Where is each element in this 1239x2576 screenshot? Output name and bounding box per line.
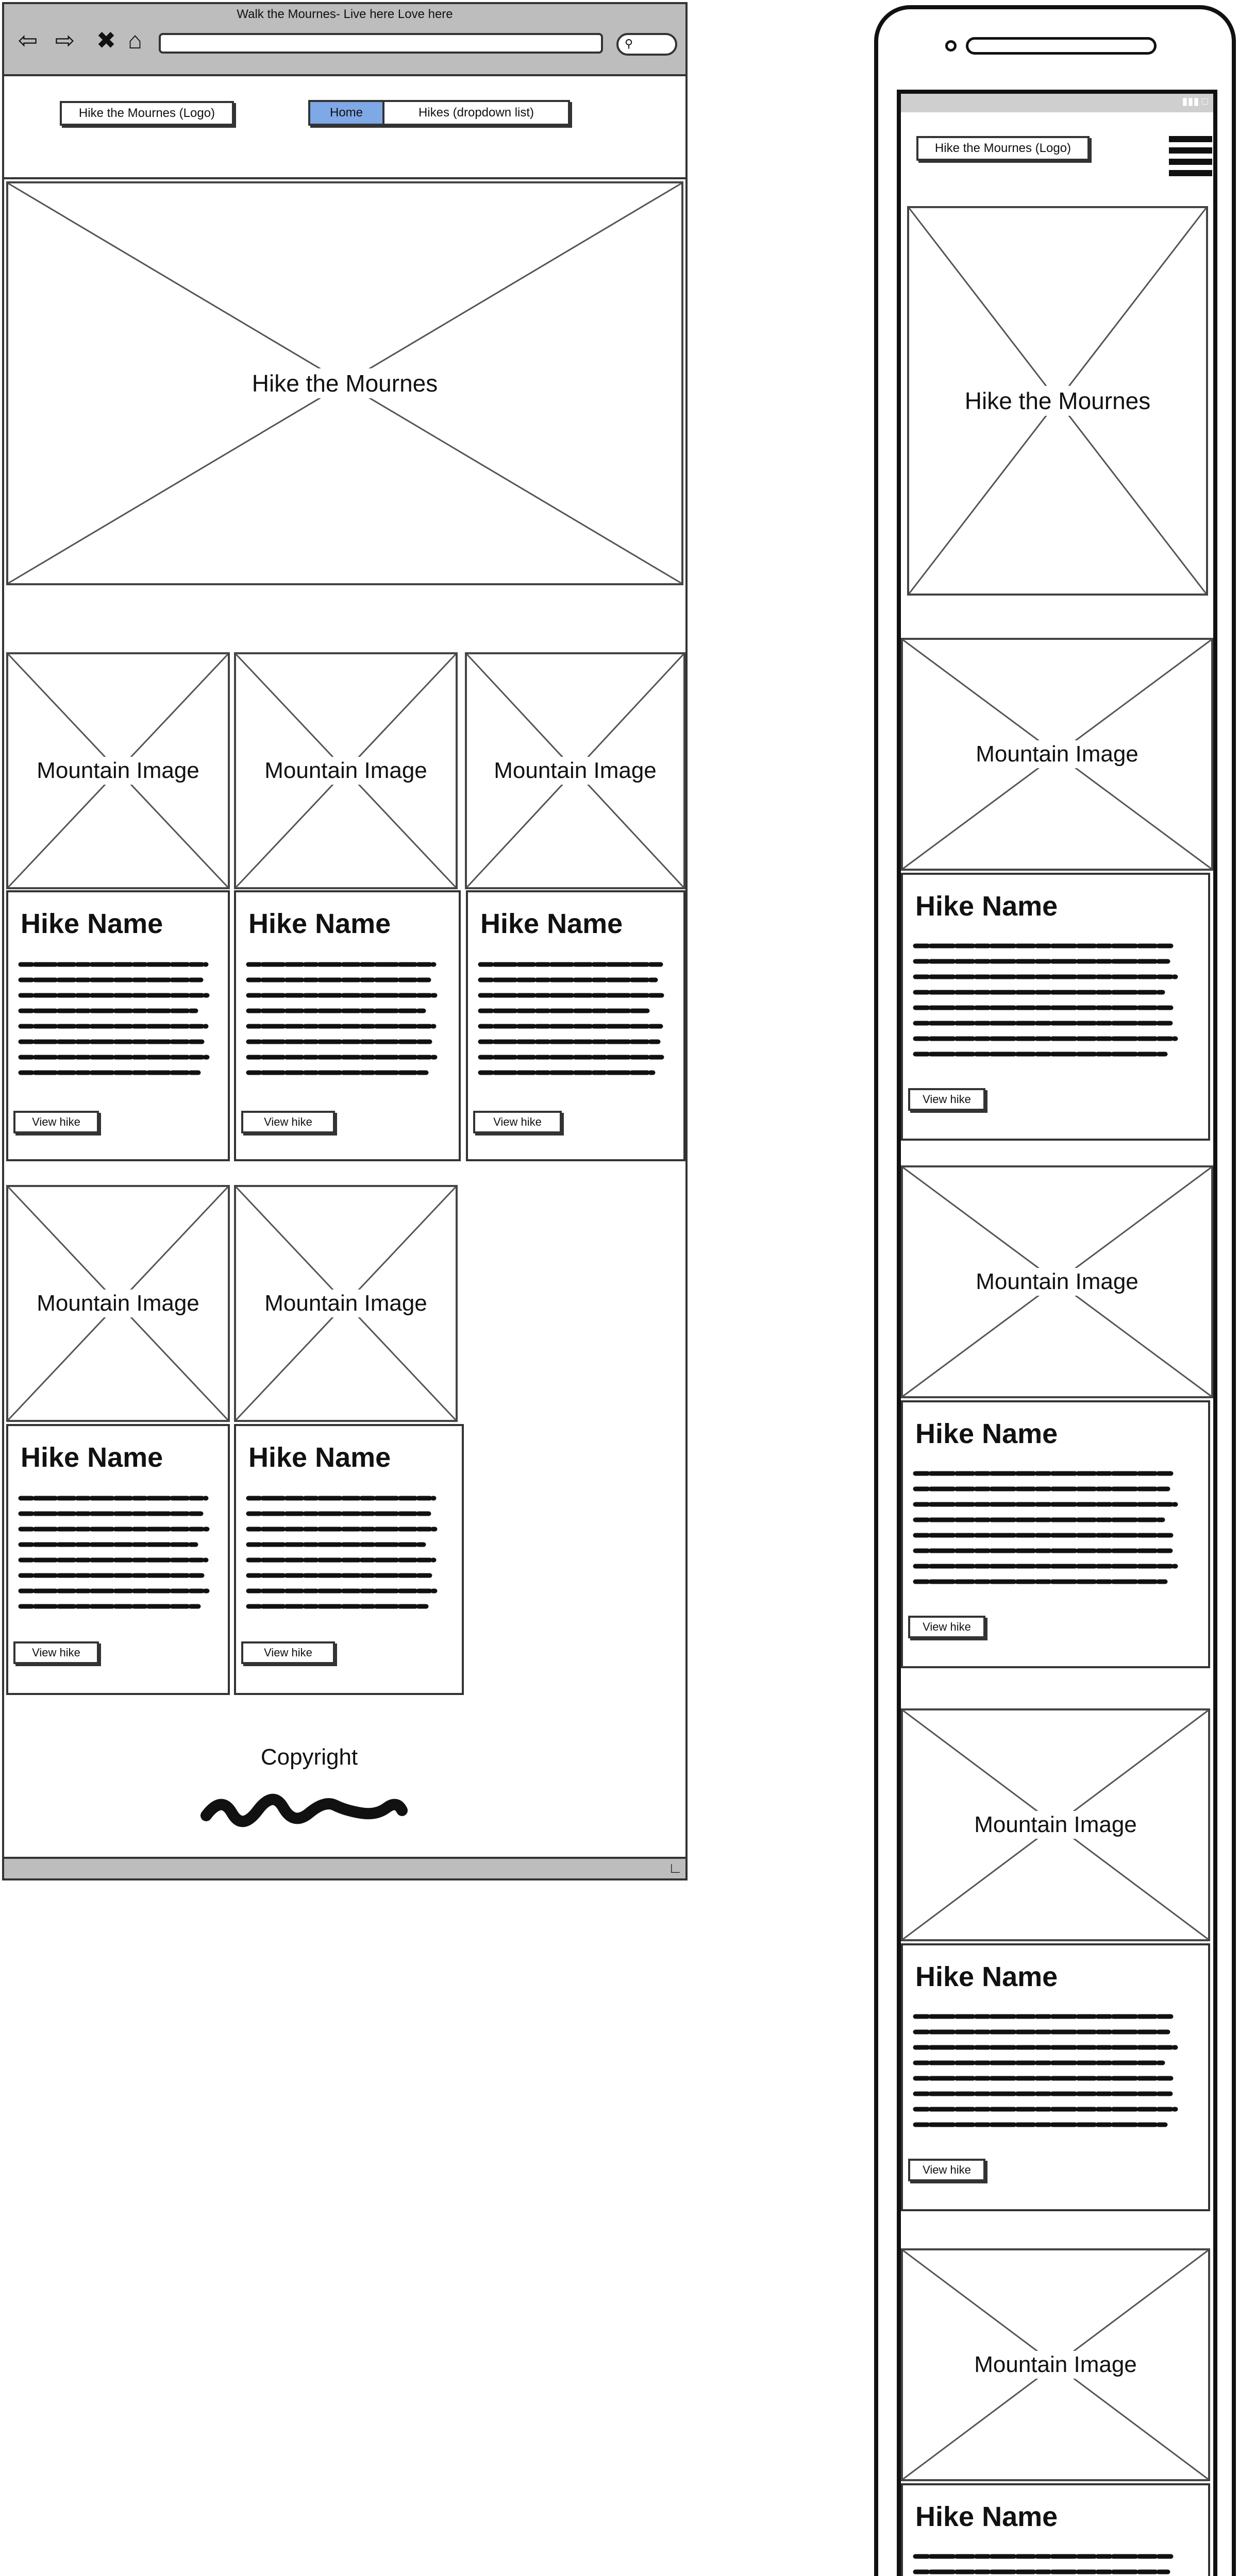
nav-tab-hikes-dropdown[interactable]: Hikes (dropdown list): [418, 106, 534, 120]
hike-card: [234, 890, 461, 1161]
lorem-text-scribble: [248, 1493, 444, 1627]
mountain-image-label: Mountain Image: [969, 1811, 1142, 1839]
browser-status-bar: [4, 1857, 685, 1878]
logo-button[interactable]: Hike the Mournes (Logo): [60, 101, 234, 126]
hero-title: Hike the Mournes: [960, 386, 1156, 416]
mountain-image: [234, 1185, 458, 1422]
hike-name: Hike Name: [248, 1442, 391, 1473]
view-hike-button[interactable]: View hike: [241, 1111, 335, 1133]
view-hike-button[interactable]: View hike: [908, 1088, 985, 1111]
mountain-image: [234, 652, 458, 889]
search-icon: ⚲: [625, 37, 633, 50]
lorem-text-scribble: [21, 1493, 216, 1627]
hike-card: [901, 2483, 1210, 2576]
view-hike-button[interactable]: View hike: [13, 1111, 99, 1133]
lorem-text-scribble: [21, 959, 216, 1093]
lorem-text-scribble: [915, 2551, 1188, 2576]
view-hike-button[interactable]: View hike: [908, 1616, 985, 1638]
hike-card: [901, 873, 1210, 1141]
mobile-phone-frame: [874, 5, 1236, 2576]
mountain-image-label: Mountain Image: [970, 740, 1144, 768]
mountain-image-label: Mountain Image: [259, 1290, 432, 1317]
mountain-image: [6, 1185, 230, 1422]
desktop-browser-window: [2, 2, 688, 1880]
footer-copyright: Copyright: [260, 1744, 358, 1770]
mountain-image: [465, 652, 685, 889]
view-hike-button[interactable]: View hike: [241, 1641, 335, 1664]
header-divider: [4, 177, 685, 179]
hike-card: [6, 890, 230, 1161]
hamburger-menu-icon[interactable]: [1169, 136, 1212, 177]
forward-arrow-icon[interactable]: ⇨: [55, 27, 75, 54]
hike-card: [234, 1424, 464, 1695]
browser-chrome: [4, 4, 685, 76]
hike-name: Hike Name: [480, 908, 623, 939]
url-bar[interactable]: [159, 33, 603, 54]
window-title: Walk the Mournes- Live here Love here: [237, 7, 453, 21]
signal-battery-icon: ▮▮▮ □: [1182, 96, 1208, 107]
view-hike-button[interactable]: View hike: [908, 2159, 985, 2181]
hike-name: Hike Name: [21, 908, 163, 939]
lorem-text-scribble: [915, 1468, 1188, 1602]
mountain-image-label: Mountain Image: [970, 1268, 1144, 1296]
hike-card: [901, 1400, 1210, 1668]
view-hike-button[interactable]: View hike: [13, 1641, 99, 1664]
hike-name: Hike Name: [915, 1961, 1058, 1992]
close-icon[interactable]: ✖: [96, 27, 116, 54]
mobile-screen: [897, 90, 1217, 2576]
lorem-text-scribble: [915, 941, 1188, 1075]
back-arrow-icon[interactable]: ⇦: [18, 27, 38, 54]
mountain-image-label: Mountain Image: [31, 757, 205, 785]
hike-name: Hike Name: [248, 908, 391, 939]
phone-speaker: [966, 37, 1157, 55]
nav-tab-home[interactable]: Home: [310, 102, 384, 124]
lorem-text-scribble: [480, 959, 671, 1093]
mountain-image: [6, 652, 230, 889]
view-hike-button[interactable]: View hike: [473, 1111, 562, 1133]
resize-grip-icon[interactable]: ∟: [668, 1860, 682, 1876]
hero-image: [907, 206, 1208, 596]
home-icon[interactable]: ⌂: [128, 27, 142, 54]
mountain-image-label: Mountain Image: [31, 1290, 205, 1317]
mountain-image: [901, 2248, 1210, 2481]
mountain-image-label: Mountain Image: [259, 757, 432, 785]
signature-scribble: [201, 1785, 407, 1831]
hero-image: [6, 181, 683, 585]
hike-card: [6, 1424, 230, 1695]
phone-camera: [945, 40, 957, 52]
mountain-image: [901, 1708, 1210, 1941]
hike-name: Hike Name: [915, 1418, 1058, 1449]
hike-name: Hike Name: [915, 891, 1058, 922]
lorem-text-scribble: [915, 2011, 1188, 2145]
hike-card: [901, 1943, 1210, 2211]
phone-status-bar: [901, 94, 1213, 112]
mountain-image-label: Mountain Image: [489, 757, 662, 785]
hike-name: Hike Name: [915, 2501, 1058, 2532]
mountain-image: [901, 1165, 1213, 1398]
logo-button[interactable]: Hike the Mournes (Logo): [916, 136, 1090, 161]
lorem-text-scribble: [248, 959, 444, 1093]
browser-search-box[interactable]: [616, 33, 677, 56]
hike-card: [466, 890, 685, 1161]
mountain-image-label: Mountain Image: [969, 2351, 1142, 2379]
main-nav: [308, 100, 570, 126]
hero-title: Hike the Mournes: [247, 368, 443, 398]
mountain-image: [901, 638, 1213, 871]
hike-name: Hike Name: [21, 1442, 163, 1473]
